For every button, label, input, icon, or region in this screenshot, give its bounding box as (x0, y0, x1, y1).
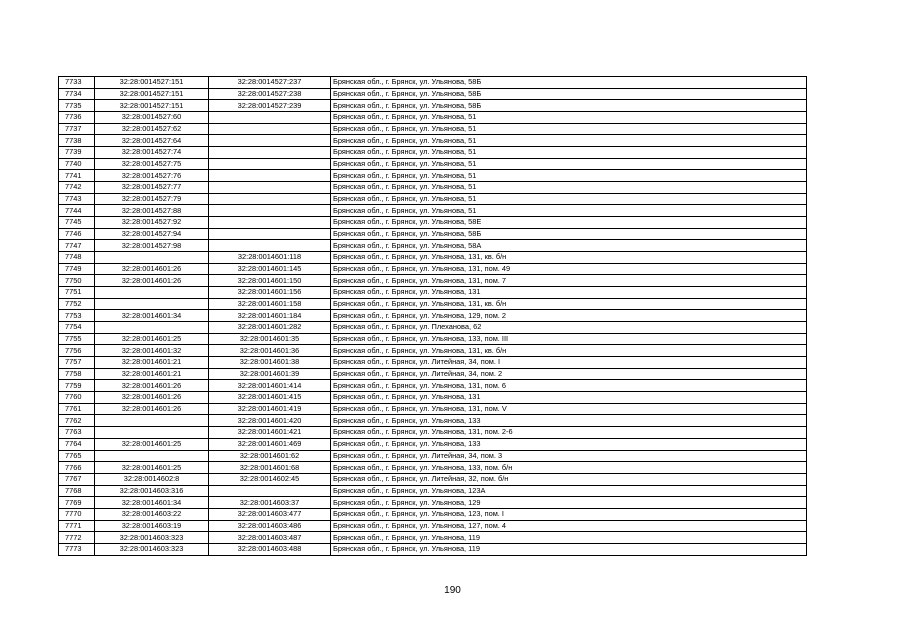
object-number-cell (209, 170, 331, 182)
object-number-cell (209, 217, 331, 229)
table-row (59, 333, 807, 345)
table-row (59, 123, 807, 135)
table-row (59, 427, 807, 439)
parcel-number-cell: 32:28:0014601:26 (95, 380, 209, 392)
address-cell: Брянская обл., г. Брянск, ул. Ульянова, 51 (331, 123, 807, 135)
object-number-cell (209, 135, 331, 147)
table-row (59, 520, 807, 532)
address-cell: Брянская обл., г. Брянск, ул. Ульянова, 51 (331, 182, 807, 194)
parcel-number-cell: 32:28:0014601:25 (95, 438, 209, 450)
object-number-cell (209, 123, 331, 135)
object-number-cell (209, 193, 331, 205)
table-row (59, 135, 807, 147)
row-number-cell: 7770 (59, 508, 95, 520)
table-row (59, 287, 807, 299)
address-cell: Брянская обл., г. Брянск, ул. Ульянова, 131, кв. б/н (331, 252, 807, 264)
table-row (59, 100, 807, 112)
address-cell: Брянская обл., г. Брянск, ул. Литейная, 32, пом. б/н (331, 473, 807, 485)
table-row (59, 88, 807, 100)
parcel-number-cell: 32:28:0014601:26 (95, 403, 209, 415)
registry-table-body (59, 77, 807, 556)
address-cell: Брянская обл., г. Брянск, ул. Ульянова, 51 (331, 158, 807, 170)
table-row (59, 263, 807, 275)
row-number-cell: 7773 (59, 543, 95, 555)
table-row (59, 240, 807, 252)
table-row (59, 193, 807, 205)
object-number-cell: 32:28:0014601:414 (209, 380, 331, 392)
address-cell: Брянская обл., г. Брянск, ул. Ульянова, 127, пом. 4 (331, 520, 807, 532)
address-cell: Брянская обл., г. Брянск, ул. Ульянова, 131, пом. 6 (331, 380, 807, 392)
row-number-cell: 7772 (59, 532, 95, 544)
object-number-cell: 32:28:0014601:184 (209, 310, 331, 322)
address-cell: Брянская обл., г. Брянск, ул. Ульянова, 131, пом. 2-6 (331, 427, 807, 439)
object-number-cell: 32:28:0014601:421 (209, 427, 331, 439)
object-number-cell: 32:28:0014527:239 (209, 100, 331, 112)
table-row (59, 415, 807, 427)
object-number-cell: 32:28:0014601:36 (209, 345, 331, 357)
parcel-number-cell (95, 415, 209, 427)
object-number-cell: 32:28:0014603:487 (209, 532, 331, 544)
object-number-cell (209, 485, 331, 497)
object-number-cell: 32:28:0014603:37 (209, 497, 331, 509)
registry-table (58, 76, 807, 556)
row-number-cell: 7750 (59, 275, 95, 287)
row-number-cell: 7762 (59, 415, 95, 427)
parcel-number-cell: 32:28:0014601:26 (95, 263, 209, 275)
object-number-cell: 32:28:0014601:282 (209, 322, 331, 334)
address-cell: Брянская обл., г. Брянск, ул. Ульянова, 129, пом. 2 (331, 310, 807, 322)
row-number-cell: 7743 (59, 193, 95, 205)
row-number-cell: 7749 (59, 263, 95, 275)
parcel-number-cell: 32:28:0014527:88 (95, 205, 209, 217)
row-number-cell: 7763 (59, 427, 95, 439)
object-number-cell: 32:28:0014601:62 (209, 450, 331, 462)
object-number-cell: 32:28:0014601:469 (209, 438, 331, 450)
address-cell: Брянская обл., г. Брянск, ул. Ульянова, 119 (331, 543, 807, 555)
table-row (59, 275, 807, 287)
parcel-number-cell: 32:28:0014527:94 (95, 228, 209, 240)
table-row (59, 170, 807, 182)
object-number-cell: 32:28:0014603:486 (209, 520, 331, 532)
row-number-cell: 7767 (59, 473, 95, 485)
row-number-cell: 7734 (59, 88, 95, 100)
row-number-cell: 7744 (59, 205, 95, 217)
row-number-cell: 7758 (59, 368, 95, 380)
parcel-number-cell (95, 322, 209, 334)
row-number-cell: 7753 (59, 310, 95, 322)
address-cell: Брянская обл., г. Брянск, ул. Плеханова, 62 (331, 322, 807, 334)
address-cell: Брянская обл., г. Брянск, ул. Ульянова, 133 (331, 415, 807, 427)
table-row (59, 322, 807, 334)
address-cell: Брянская обл., г. Брянск, ул. Ульянова, 131, пом. 7 (331, 275, 807, 287)
parcel-number-cell: 32:28:0014601:26 (95, 275, 209, 287)
address-cell: Брянская обл., г. Брянск, ул. Ульянова, 51 (331, 193, 807, 205)
table-row (59, 182, 807, 194)
row-number-cell: 7741 (59, 170, 95, 182)
row-number-cell: 7751 (59, 287, 95, 299)
parcel-number-cell: 32:28:0014601:26 (95, 392, 209, 404)
row-number-cell: 7742 (59, 182, 95, 194)
parcel-number-cell: 32:28:0014527:151 (95, 100, 209, 112)
address-cell: Брянская обл., г. Брянск, ул. Ульянова, 58Б (331, 228, 807, 240)
parcel-number-cell (95, 427, 209, 439)
row-number-cell: 7755 (59, 333, 95, 345)
table-row (59, 252, 807, 264)
address-cell: Брянская обл., г. Брянск, ул. Ульянова, 131, кв. б/н (331, 298, 807, 310)
table-row (59, 543, 807, 555)
row-number-cell: 7738 (59, 135, 95, 147)
address-cell: Брянская обл., г. Брянск, ул. Ульянова, 131 (331, 287, 807, 299)
row-number-cell: 7759 (59, 380, 95, 392)
table-row (59, 403, 807, 415)
address-cell: Брянская обл., г. Брянск, ул. Ульянова, 51 (331, 170, 807, 182)
address-cell: Брянская обл., г. Брянск, ул. Ульянова, 51 (331, 112, 807, 124)
page-number: 190 (444, 585, 461, 596)
address-cell: Брянская обл., г. Брянск, ул. Ульянова, 58Е (331, 217, 807, 229)
row-number-cell: 7765 (59, 450, 95, 462)
table-row (59, 438, 807, 450)
address-cell: Брянская обл., г. Брянск, ул. Ульянова, 131 (331, 392, 807, 404)
table-row (59, 158, 807, 170)
parcel-number-cell: 32:28:0014603:323 (95, 543, 209, 555)
parcel-number-cell: 32:28:0014527:151 (95, 77, 209, 89)
table-row (59, 147, 807, 159)
row-number-cell: 7764 (59, 438, 95, 450)
object-number-cell (209, 240, 331, 252)
parcel-number-cell: 32:28:0014603:323 (95, 532, 209, 544)
table-row (59, 77, 807, 89)
object-number-cell: 32:28:0014601:156 (209, 287, 331, 299)
address-cell: Брянская обл., г. Брянск, ул. Ульянова, 51 (331, 135, 807, 147)
address-cell: Брянская обл., г. Брянск, ул. Ульянова, 131, пом. 49 (331, 263, 807, 275)
row-number-cell: 7748 (59, 252, 95, 264)
parcel-number-cell: 32:28:0014527:92 (95, 217, 209, 229)
table-row (59, 310, 807, 322)
parcel-number-cell: 32:28:0014527:64 (95, 135, 209, 147)
row-number-cell: 7757 (59, 357, 95, 369)
object-number-cell (209, 228, 331, 240)
table-row (59, 392, 807, 404)
parcel-number-cell (95, 287, 209, 299)
table-row (59, 380, 807, 392)
row-number-cell: 7761 (59, 403, 95, 415)
parcel-number-cell (95, 450, 209, 462)
object-number-cell (209, 147, 331, 159)
object-number-cell: 32:28:0014603:488 (209, 543, 331, 555)
parcel-number-cell (95, 252, 209, 264)
table-row (59, 532, 807, 544)
parcel-number-cell: 32:28:0014527:151 (95, 88, 209, 100)
object-number-cell: 32:28:0014601:419 (209, 403, 331, 415)
row-number-cell: 7756 (59, 345, 95, 357)
row-number-cell: 7766 (59, 462, 95, 474)
address-cell: Брянская обл., г. Брянск, ул. Ульянова, 123, пом. I (331, 508, 807, 520)
address-cell: Брянская обл., г. Брянск, ул. Ульянова, 119 (331, 532, 807, 544)
row-number-cell: 7760 (59, 392, 95, 404)
parcel-number-cell: 32:28:0014601:21 (95, 357, 209, 369)
parcel-number-cell: 32:28:0014527:74 (95, 147, 209, 159)
object-number-cell: 32:28:0014527:238 (209, 88, 331, 100)
object-number-cell: 32:28:0014601:118 (209, 252, 331, 264)
row-number-cell: 7752 (59, 298, 95, 310)
parcel-number-cell: 32:28:0014527:62 (95, 123, 209, 135)
object-number-cell: 32:28:0014601:415 (209, 392, 331, 404)
table-row (59, 112, 807, 124)
object-number-cell: 32:28:0014601:35 (209, 333, 331, 345)
row-number-cell: 7745 (59, 217, 95, 229)
object-number-cell: 32:28:0014601:145 (209, 263, 331, 275)
object-number-cell: 32:28:0014601:39 (209, 368, 331, 380)
table-row (59, 462, 807, 474)
address-cell: Брянская обл., г. Брянск, ул. Литейная, 34, пом. 2 (331, 368, 807, 380)
parcel-number-cell: 32:28:0014601:32 (95, 345, 209, 357)
parcel-number-cell: 32:28:0014527:77 (95, 182, 209, 194)
parcel-number-cell: 32:28:0014601:25 (95, 333, 209, 345)
address-cell: Брянская обл., г. Брянск, ул. Ульянова, 131, кв. б/н (331, 345, 807, 357)
row-number-cell: 7735 (59, 100, 95, 112)
parcel-number-cell: 32:28:0014601:21 (95, 368, 209, 380)
object-number-cell (209, 205, 331, 217)
address-cell: Брянская обл., г. Брянск, ул. Ульянова, 58Б (331, 100, 807, 112)
table-row (59, 497, 807, 509)
object-number-cell: 32:28:0014602:45 (209, 473, 331, 485)
row-number-cell: 7736 (59, 112, 95, 124)
parcel-number-cell (95, 298, 209, 310)
table-row (59, 508, 807, 520)
row-number-cell: 7739 (59, 147, 95, 159)
parcel-number-cell: 32:28:0014527:75 (95, 158, 209, 170)
parcel-number-cell: 32:28:0014527:98 (95, 240, 209, 252)
row-number-cell: 7768 (59, 485, 95, 497)
address-cell: Брянская обл., г. Брянск, ул. Ульянова, 51 (331, 205, 807, 217)
address-cell: Брянская обл., г. Брянск, ул. Литейная, 34, пом. 3 (331, 450, 807, 462)
parcel-number-cell: 32:28:0014601:25 (95, 462, 209, 474)
parcel-number-cell: 32:28:0014527:79 (95, 193, 209, 205)
address-cell: Брянская обл., г. Брянск, ул. Ульянова, 133, пом. III (331, 333, 807, 345)
object-number-cell: 32:28:0014601:420 (209, 415, 331, 427)
parcel-number-cell: 32:28:0014527:60 (95, 112, 209, 124)
table-row (59, 345, 807, 357)
object-number-cell: 32:28:0014601:68 (209, 462, 331, 474)
row-number-cell: 7747 (59, 240, 95, 252)
address-cell: Брянская обл., г. Брянск, ул. Ульянова, 133 (331, 438, 807, 450)
table-row (59, 450, 807, 462)
address-cell: Брянская обл., г. Брянск, ул. Ульянова, 58Б (331, 88, 807, 100)
parcel-number-cell: 32:28:0014603:19 (95, 520, 209, 532)
row-number-cell: 7733 (59, 77, 95, 89)
object-number-cell: 32:28:0014527:237 (209, 77, 331, 89)
row-number-cell: 7769 (59, 497, 95, 509)
object-number-cell: 32:28:0014603:477 (209, 508, 331, 520)
address-cell: Брянская обл., г. Брянск, ул. Ульянова, 131, пом. V (331, 403, 807, 415)
table-row (59, 228, 807, 240)
table-row (59, 298, 807, 310)
address-cell: Брянская обл., г. Брянск, ул. Ульянова, 129 (331, 497, 807, 509)
row-number-cell: 7746 (59, 228, 95, 240)
row-number-cell: 7737 (59, 123, 95, 135)
parcel-number-cell: 32:28:0014601:34 (95, 497, 209, 509)
object-number-cell: 32:28:0014601:38 (209, 357, 331, 369)
parcel-number-cell: 32:28:0014603:316 (95, 485, 209, 497)
address-cell: Брянская обл., г. Брянск, ул. Ульянова, 58Б (331, 77, 807, 89)
row-number-cell: 7740 (59, 158, 95, 170)
row-number-cell: 7771 (59, 520, 95, 532)
row-number-cell: 7754 (59, 322, 95, 334)
object-number-cell: 32:28:0014601:150 (209, 275, 331, 287)
address-cell: Брянская обл., г. Брянск, ул. Ульянова, 123А (331, 485, 807, 497)
object-number-cell (209, 112, 331, 124)
table-row (59, 205, 807, 217)
parcel-number-cell: 32:28:0014602:8 (95, 473, 209, 485)
table-row (59, 217, 807, 229)
object-number-cell (209, 182, 331, 194)
parcel-number-cell: 32:28:0014601:34 (95, 310, 209, 322)
table-row (59, 485, 807, 497)
address-cell: Брянская обл., г. Брянск, ул. Ульянова, 58А (331, 240, 807, 252)
table-row (59, 368, 807, 380)
parcel-number-cell: 32:28:0014527:76 (95, 170, 209, 182)
address-cell: Брянская обл., г. Брянск, ул. Ульянова, 133, пом. б/н (331, 462, 807, 474)
parcel-number-cell: 32:28:0014603:22 (95, 508, 209, 520)
address-cell: Брянская обл., г. Брянск, ул. Литейная, 34, пом. I (331, 357, 807, 369)
object-number-cell (209, 158, 331, 170)
table-row (59, 357, 807, 369)
table-row (59, 473, 807, 485)
object-number-cell: 32:28:0014601:158 (209, 298, 331, 310)
address-cell: Брянская обл., г. Брянск, ул. Ульянова, 51 (331, 147, 807, 159)
